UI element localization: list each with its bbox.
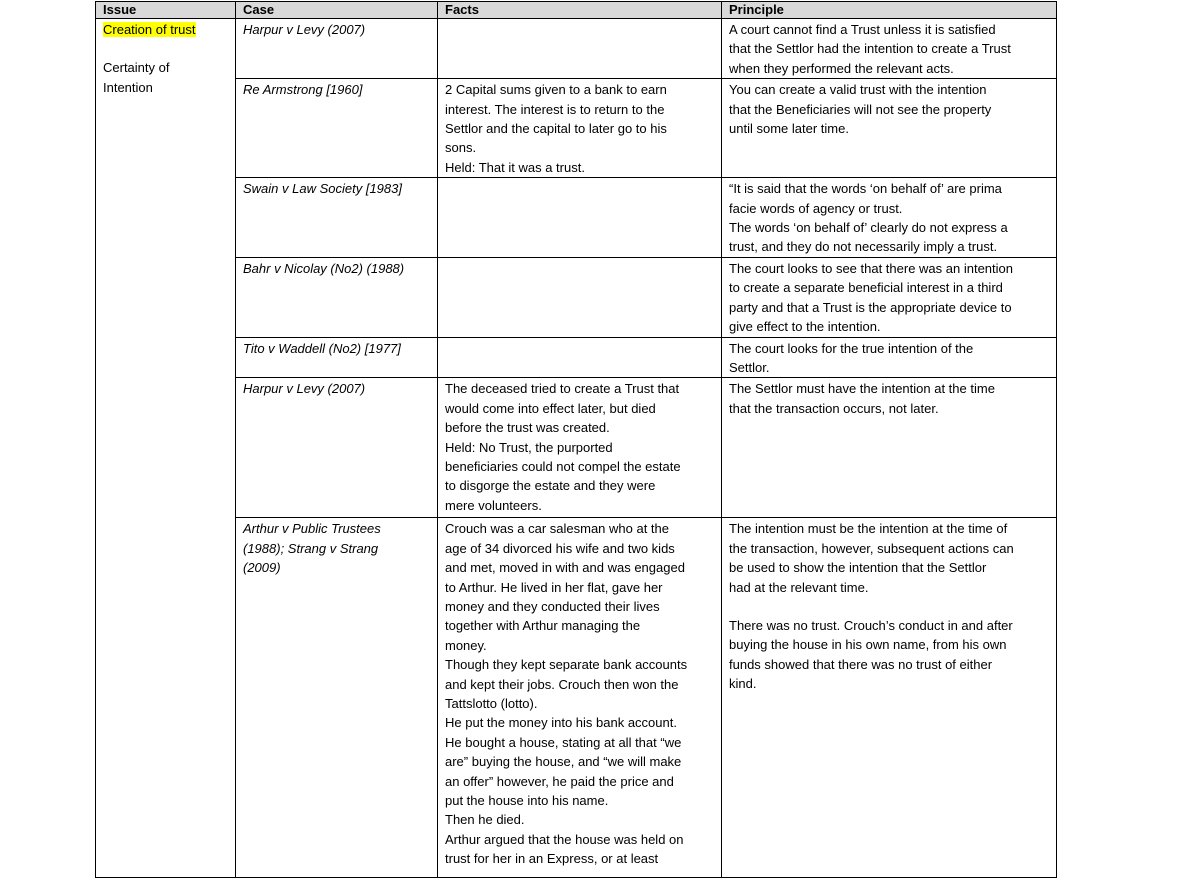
principle-cell	[722, 337, 1057, 378]
principle-line	[729, 597, 1051, 616]
principle-line: give effect to the intention.	[729, 319, 881, 335]
principle-line: had at the relevant time.	[729, 579, 869, 595]
principle-cell	[722, 257, 1057, 337]
header-facts: Facts	[438, 2, 722, 19]
facts-cell	[438, 337, 722, 378]
facts-cell	[438, 19, 722, 79]
principle-line: be used to show the intention that the Settlor	[729, 560, 987, 576]
case-line: Arthur v Public Trustees	[243, 521, 381, 537]
table-row	[96, 178, 1057, 258]
case-cell	[236, 79, 438, 178]
principle-line: that the transaction occurs, not later.	[729, 400, 939, 416]
facts-line: sons.	[445, 140, 477, 156]
facts-line: money.	[445, 637, 487, 653]
facts-cell	[438, 378, 722, 518]
issue-highlighted: Creation of trust	[103, 22, 196, 37]
case-cell	[236, 378, 438, 518]
facts-line: He put the money into his bank account.	[445, 715, 677, 731]
case-line: Re Armstrong [1960]	[243, 82, 363, 98]
principle-line: party and that a Trust is the appropriate device to	[729, 299, 1012, 315]
table-row	[96, 19, 1057, 79]
facts-line: together with Arthur managing the	[445, 618, 641, 634]
principle-line: that the Beneficiaries will not see the property	[729, 101, 992, 117]
case-line: Bahr v Nicolay (No2) (1988)	[243, 260, 405, 276]
principle-line: You can create a valid trust with the intention	[729, 82, 987, 98]
facts-line: interest. The interest is to return to the	[445, 101, 665, 117]
case-line: Harpur v Levy (2007)	[243, 381, 366, 397]
facts-cell	[438, 518, 722, 878]
table-row	[96, 518, 1057, 878]
facts-line: would come into effect later, but died	[445, 400, 656, 416]
principle-line: until some later time.	[729, 121, 849, 137]
case-cell	[236, 178, 438, 258]
facts-line: put the house into his name.	[445, 793, 609, 808]
facts-line: and kept their jobs. Crouch then won the	[445, 676, 679, 692]
facts-line: beneficiaries could not compel the estate	[445, 458, 681, 474]
header-issue: Issue	[96, 2, 236, 19]
principle-cell	[722, 178, 1057, 258]
facts-line: money and they conducted their lives	[445, 598, 660, 614]
facts-line: Crouch was a car salesman who at the	[445, 521, 669, 537]
facts-line: to disgorge the estate and they were	[445, 478, 656, 494]
case-cell	[236, 518, 438, 878]
principle-line: facie words of agency or trust.	[729, 200, 903, 216]
case-line: Swain v Law Society [1983]	[243, 181, 402, 197]
principle-line: Settlor.	[729, 359, 770, 375]
principle-line: to create a separate beneficial interest in a third	[729, 280, 1003, 296]
principle-line: The intention must be the intention at the time of	[729, 521, 1008, 537]
principle-line: the transaction, however, subsequent actions can	[729, 540, 1014, 556]
principle-line: A court cannot find a Trust unless it is satisfied	[729, 22, 996, 37]
facts-line: Held: That it was a trust.	[445, 159, 585, 175]
facts-line: Held: No Trust, the purported	[445, 439, 613, 455]
principle-line: that the Settlor had the intention to create a Trust	[729, 41, 1011, 57]
header-principle: Principle	[722, 2, 1057, 19]
table-row	[96, 257, 1057, 337]
principle-line: trust, and they do not necessarily imply a trust.	[729, 239, 998, 255]
principle-line: buying the house in his own name, from his own	[729, 637, 1007, 653]
principle-cell	[722, 378, 1057, 518]
issue-sub-line: Certainty of	[103, 60, 170, 76]
case-cell	[236, 19, 438, 79]
facts-line: are” buying the house, and “we will make	[445, 754, 682, 770]
facts-line: 2 Capital sums given to a bank to earn	[445, 82, 667, 98]
case-line: (1988); Strang v Strang	[243, 540, 379, 556]
principle-line: kind.	[729, 676, 757, 692]
facts-cell	[438, 178, 722, 258]
facts-line: Tattslotto (lotto).	[445, 695, 538, 711]
facts-line: Then he died.	[445, 812, 525, 828]
principle-line: The Settlor must have the intention at the time	[729, 381, 995, 397]
facts-line: He bought a house, stating at all that “we	[445, 734, 682, 750]
principle-line: The words ‘on behalf of’ clearly do not express a	[729, 220, 1008, 236]
table-row	[96, 337, 1057, 378]
header-row	[96, 2, 1057, 19]
principle-line: The court looks for the true intention of the	[729, 340, 974, 356]
facts-cell	[438, 79, 722, 178]
case-line: Tito v Waddell (No2) [1977]	[243, 340, 401, 356]
facts-line: The deceased tried to create a Trust that	[445, 381, 680, 397]
principle-cell	[722, 518, 1057, 878]
facts-line: age of 34 divorced his wife and two kids	[445, 540, 675, 556]
principle-cell	[722, 79, 1057, 178]
case-cell	[236, 257, 438, 337]
facts-line: before the trust was created.	[445, 420, 610, 436]
principle-line: There was no trust. Crouch’s conduct in and after	[729, 617, 1013, 633]
principle-line: funds showed that there was no trust of either	[729, 656, 993, 672]
principle-line: “It is said that the words ‘on behalf of’ are prima	[729, 181, 1002, 197]
facts-line: to Arthur. He lived in her flat, gave her	[445, 579, 663, 595]
table-row	[96, 79, 1057, 178]
case-notes-table	[95, 1, 1057, 878]
facts-line: trust for her in an Express, or at least	[445, 851, 659, 867]
principle-line: The court looks to see that there was an intention	[729, 260, 1014, 276]
facts-line: mere volunteers.	[445, 497, 542, 513]
issue-cell	[96, 19, 236, 878]
case-line: Harpur v Levy (2007)	[243, 22, 366, 37]
case-cell	[236, 337, 438, 378]
table-row	[96, 378, 1057, 518]
issue-sub-line: Intention	[103, 79, 153, 95]
principle-line: when they performed the relevant acts.	[729, 60, 954, 76]
facts-line: Settlor and the capital to later go to his	[445, 121, 667, 137]
principle-cell	[722, 19, 1057, 79]
header-case: Case	[236, 2, 438, 19]
facts-cell	[438, 257, 722, 337]
facts-line: an offer” however, he paid the price and	[445, 773, 674, 789]
facts-line: and met, moved in with and was engaged	[445, 560, 685, 576]
facts-line: Though they kept separate bank accounts	[445, 657, 688, 673]
facts-line: Arthur argued that the house was held on	[445, 831, 684, 847]
case-line: (2009)	[243, 560, 281, 576]
